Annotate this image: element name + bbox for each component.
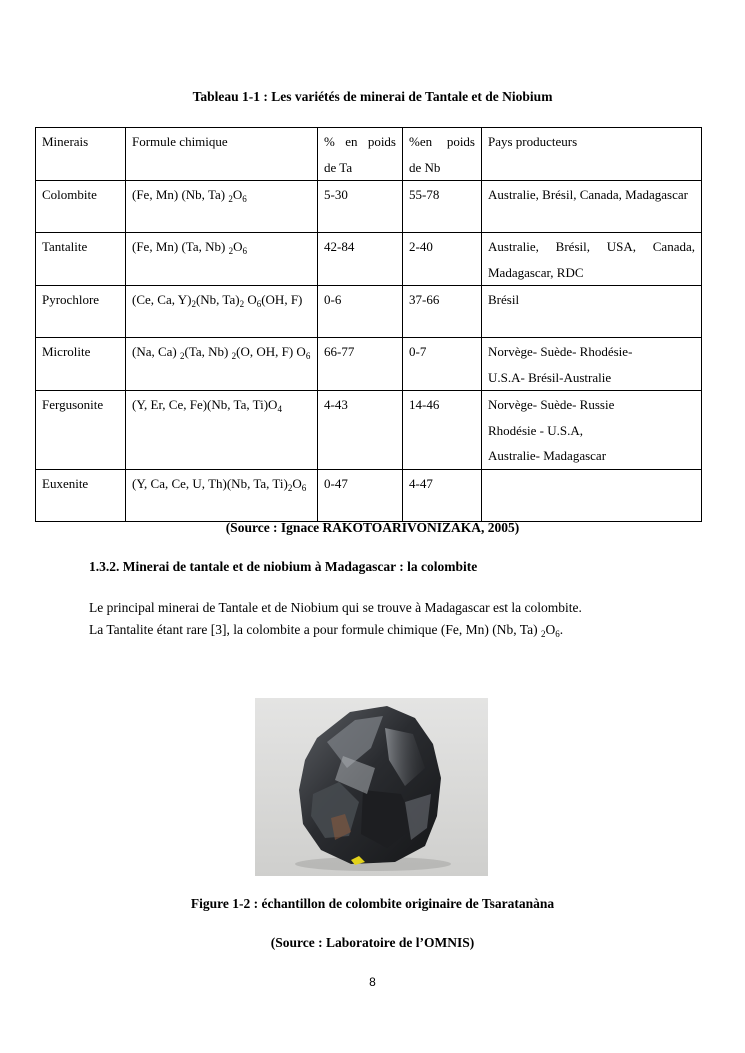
cell-pct-ta: 5-30: [318, 181, 403, 233]
table-source: (Source : Ignace RAKOTOARIVONIZAKA, 2005): [225, 520, 520, 535]
cell-countries: [482, 181, 702, 233]
formula-subscript: 4: [277, 404, 282, 414]
figure-source: (Source : Laboratoire de l’OMNIS): [270, 935, 475, 950]
cell-mineral: Euxenite: [36, 469, 126, 521]
formula-text: (O, OH, F) O: [236, 344, 306, 359]
cell-pct-nb: 55-78: [403, 181, 482, 233]
header-minerais: Minerais: [36, 128, 126, 181]
formula-subscript: 6: [242, 246, 247, 256]
cell-pct-nb: 0-7: [403, 338, 482, 391]
table-row: [36, 286, 702, 338]
table-header-row: [36, 128, 702, 181]
formula-subscript: 2: [287, 482, 293, 493]
cell-mineral: Microlite: [36, 338, 126, 391]
formula-text: (Y, Er, Ce, Fe)(Nb, Ta, Ti)O: [132, 397, 278, 412]
country-line: U.S.A- Brésil-Australie: [488, 369, 612, 385]
cell-formula: [126, 338, 318, 391]
formula-text: O: [244, 292, 257, 307]
formula-text: (Ta, Nb): [184, 344, 232, 359]
table-row: [36, 391, 702, 470]
cell-pct-ta: 0-47: [318, 469, 403, 521]
paragraph-subscript: 2: [540, 629, 546, 639]
table-row: [36, 233, 702, 286]
cell-formula: [126, 469, 318, 521]
page-number: 8: [369, 975, 376, 989]
minerals-table: [35, 127, 702, 522]
colombite-sample-photo: [255, 698, 488, 876]
country-line: Norvège- Suède- Russie: [488, 397, 615, 412]
cell-countries: [482, 233, 702, 286]
formula-subscript: 6: [301, 482, 307, 493]
body-paragraph: [89, 597, 679, 641]
cell-pct-ta: 42-84: [318, 233, 403, 286]
cell-mineral: Colombite: [36, 181, 126, 233]
cell-mineral: Fergusonite: [36, 391, 126, 470]
cell-countries: [482, 286, 702, 338]
formula-text: O: [233, 239, 243, 254]
country-line: Norvège- Suède- Rhodésie-: [488, 344, 633, 359]
cell-countries: [482, 469, 702, 521]
cell-pct-ta: 0-6: [318, 286, 403, 338]
country-line: Australie, Brésil, Canada, Madagascar: [488, 187, 688, 202]
formula-text: (OH, F): [261, 292, 303, 307]
paragraph-line-2-mid: O: [545, 622, 556, 637]
formula-text: (Nb, Ta): [195, 292, 240, 307]
formula-text: (Na, Ca): [132, 344, 181, 359]
cell-formula: [126, 233, 318, 286]
cell-countries: [482, 338, 702, 391]
table-title: Tableau 1-1 : Les variétés de minerai de Tantale et de Niobium: [192, 89, 553, 104]
formula-text: (Fe, Mn) (Nb, Ta): [132, 187, 229, 202]
formula-subscript: 6: [305, 351, 311, 361]
table-row: [36, 181, 702, 233]
cell-pct-ta: 4-43: [318, 391, 403, 470]
formula-subscript: 2: [191, 299, 196, 309]
figure-caption: Figure 1-2 : échantillon de colombite originaire de Tsaratanàna: [190, 896, 555, 911]
formula-text: O: [292, 475, 302, 491]
formula-subscript: 6: [242, 194, 247, 204]
cell-pct-nb: 37-66: [403, 286, 482, 338]
formula-subscript: 2: [228, 194, 233, 204]
table-row: [36, 469, 702, 521]
formula-subscript: 2: [228, 246, 234, 256]
cell-formula: [126, 391, 318, 470]
formula-text: O: [232, 187, 243, 202]
section-heading: 1.3.2. Minerai de tantale et de niobium à Madagascar : la colombite: [89, 559, 478, 574]
header-pays: Pays producteurs: [482, 128, 702, 181]
cell-pct-nb: 4-47: [403, 469, 482, 521]
paragraph-line-1: Le principal minerai de Tantale et de Niobium qui se trouve à Madagascar est la colombite.: [89, 600, 582, 615]
country-line: Rhodésie - U.S.A,: [488, 422, 583, 438]
paragraph-line-2-end: .: [559, 622, 564, 637]
formula-subscript: 2: [231, 351, 237, 361]
cell-formula: [126, 181, 318, 233]
paragraph-line-2: [89, 619, 679, 641]
formula-text: (Y, Ca, Ce, U, Th)(Nb, Ta, Ti): [132, 475, 288, 491]
cell-formula: [126, 286, 318, 338]
formula-subscript: 2: [180, 351, 185, 361]
header-formule: Formule chimique: [126, 128, 318, 181]
cell-mineral: Tantalite: [36, 233, 126, 286]
cell-mineral: Pyrochlore: [36, 286, 126, 338]
country-line: Australie- Madagascar: [488, 448, 607, 463]
cell-pct-ta: 66-77: [318, 338, 403, 391]
paragraph-line-2-text: La Tantalite étant rare [3], la colombite a pour formule chimique (Fe, Mn) (Nb, Ta): [89, 622, 541, 637]
country-line: Australie, Brésil, USA, Canada, Madagascar, RDC: [488, 239, 695, 280]
formula-subscript: 2: [239, 299, 245, 309]
cell-pct-nb: 2-40: [403, 233, 482, 286]
formula-text: (Fe, Mn) (Ta, Nb): [132, 239, 229, 254]
cell-countries: [482, 391, 702, 470]
header-pct-nb: %en poids de Nb: [403, 128, 482, 181]
formula-text: (Ce, Ca, Y): [132, 292, 192, 307]
header-pct-ta: % en poids de Ta: [318, 128, 403, 181]
formula-subscript: 6: [256, 299, 262, 309]
paragraph-subscript: 6: [555, 629, 560, 639]
country-line: Brésil: [488, 292, 520, 307]
table-row: [36, 338, 702, 391]
cell-pct-nb: 14-46: [403, 391, 482, 470]
